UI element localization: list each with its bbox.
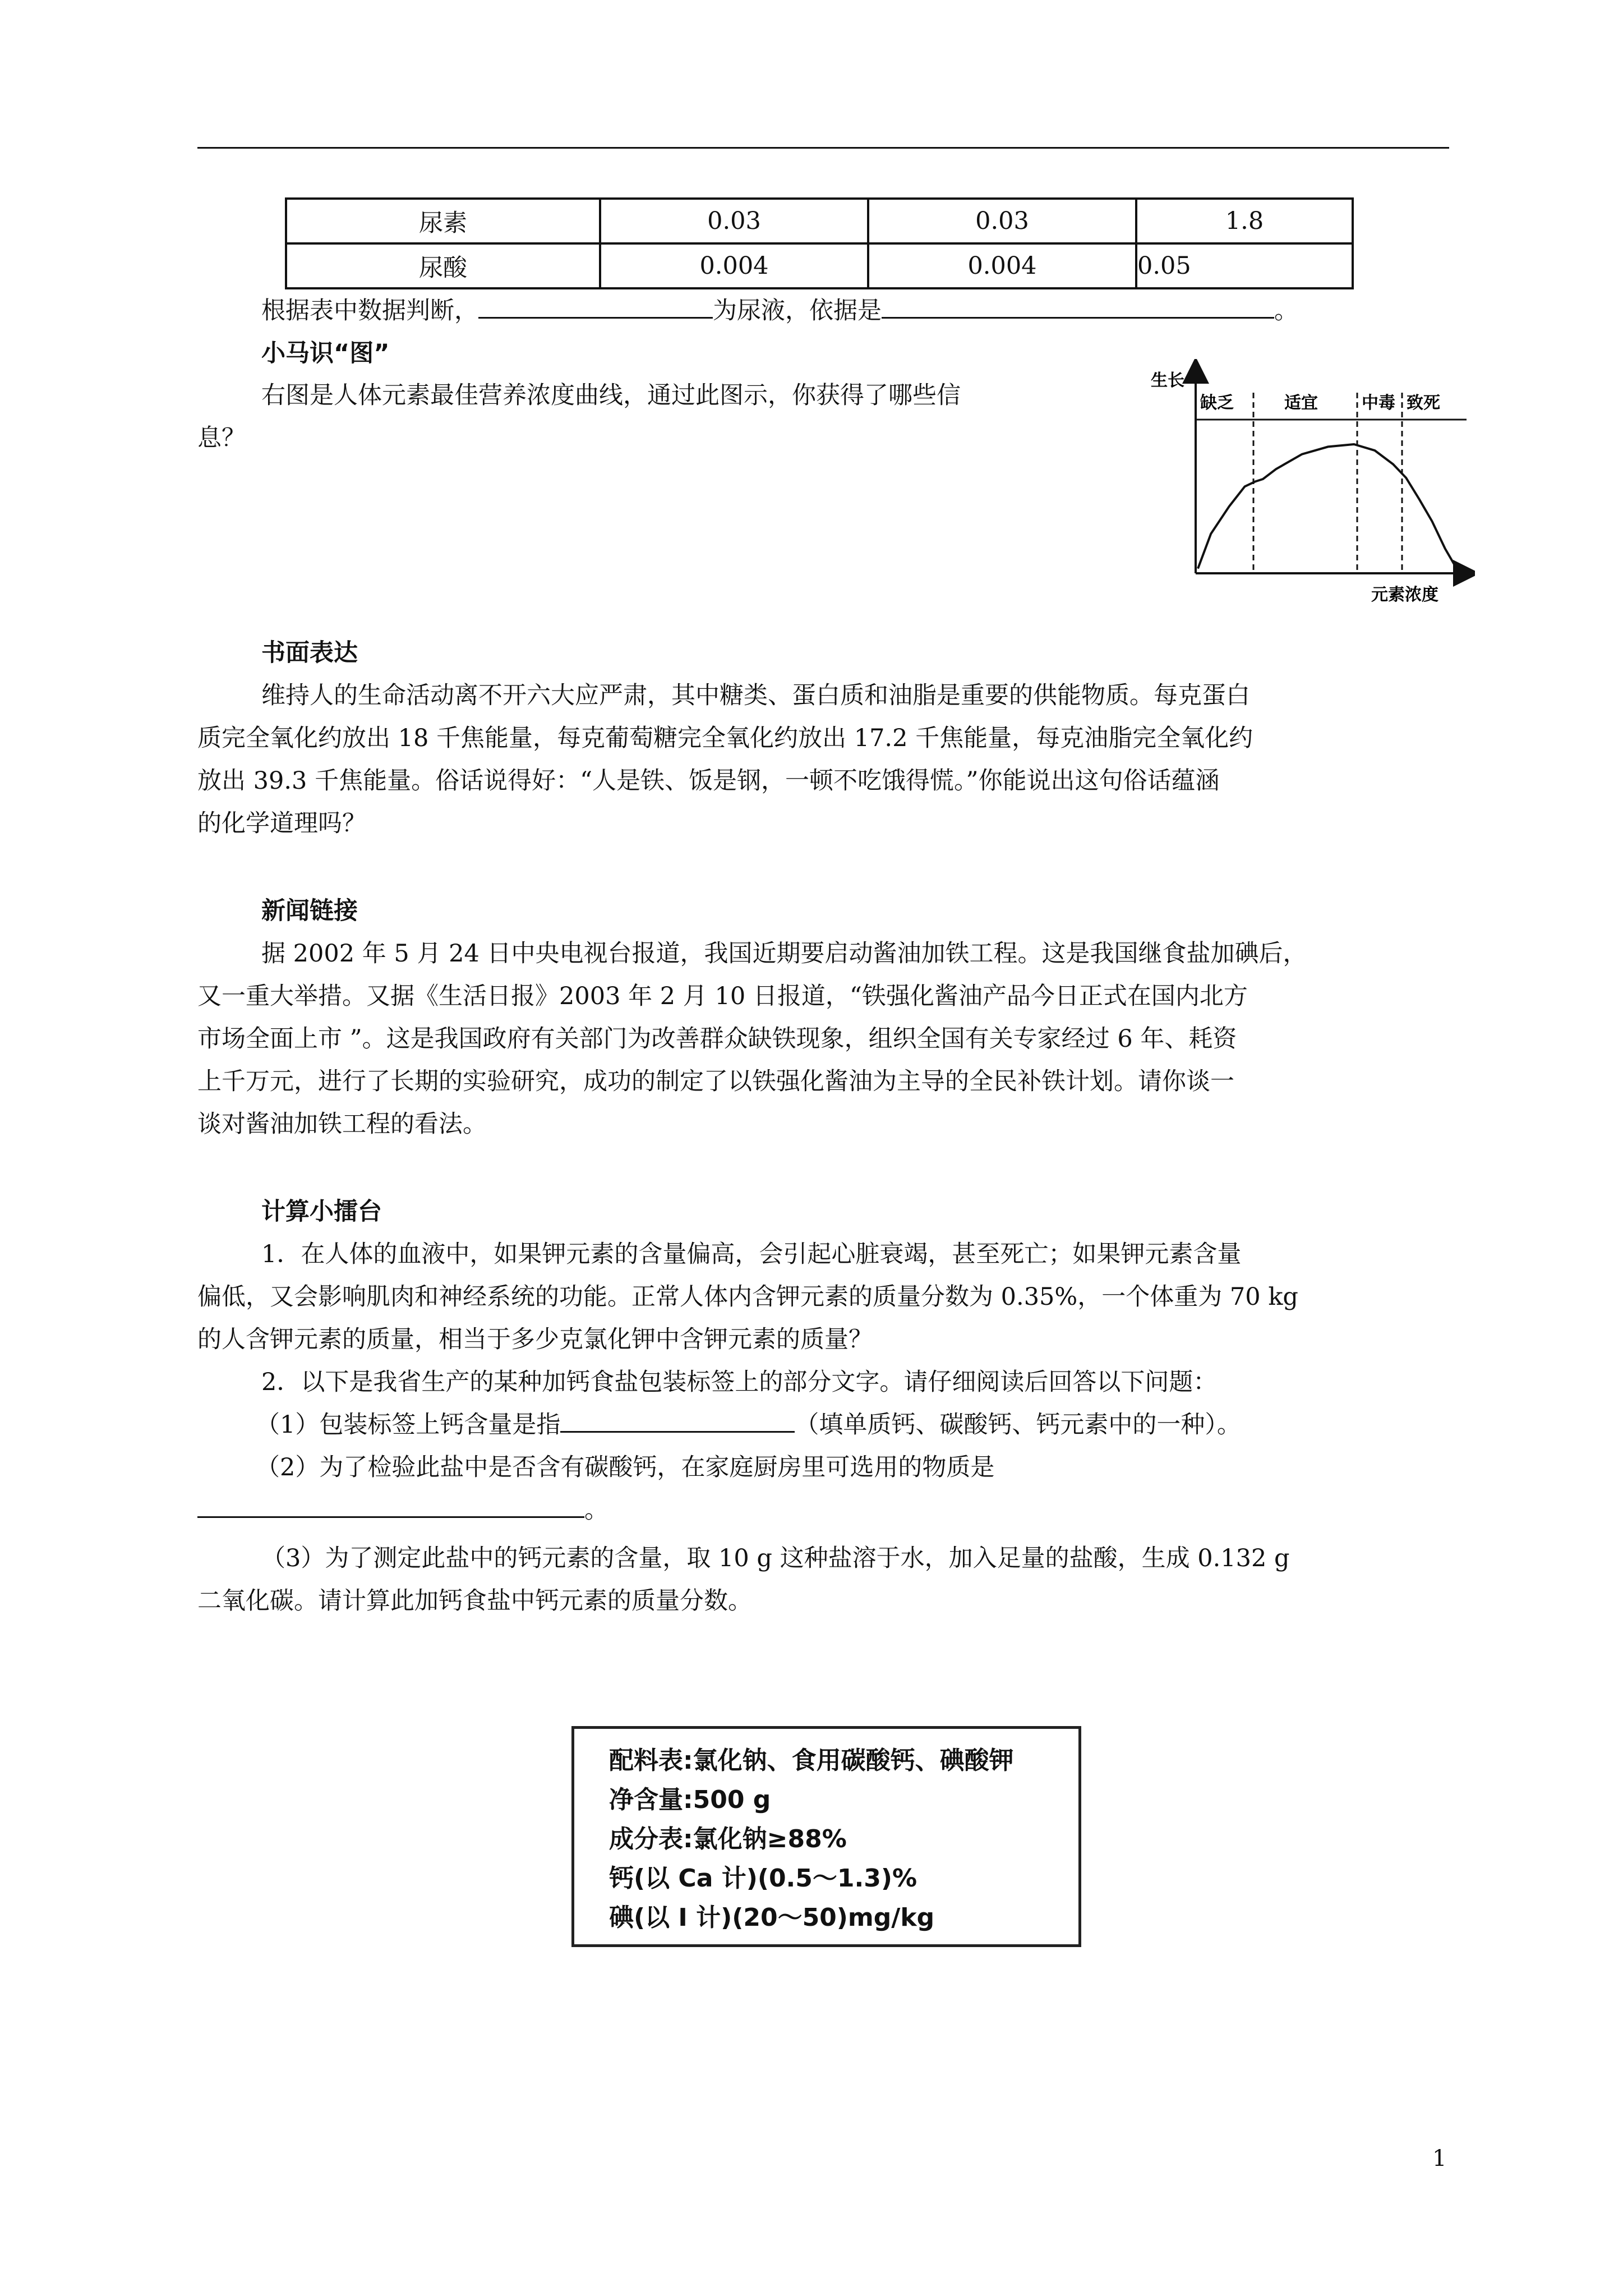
paragraph-line: （3）为了测定此盐中的钙元素的含量，取 10 g 这种盐溶于水，加入足量的盐酸，生成 0.132 g xyxy=(261,1544,1290,1572)
zone-label: 缺乏 xyxy=(1200,393,1234,413)
page-number: 1 xyxy=(1432,2146,1447,2171)
table-cell: 0.03 xyxy=(600,199,868,243)
answer-blank[interactable] xyxy=(197,1488,584,1518)
section-title: 小马识“图” xyxy=(261,339,390,367)
question-line xyxy=(197,1488,608,1532)
table-row xyxy=(286,243,1353,288)
paragraph-line: 右图是人体元素最佳营养浓度曲线，通过此图示，你获得了哪些信 xyxy=(261,381,961,409)
question-text: 根据表中数据判断， xyxy=(261,297,478,325)
header-rule xyxy=(197,147,1449,149)
urine-data-table xyxy=(285,197,1354,289)
paragraph-line: 的人含钾元素的质量，相当于多少克氯化钾中含钾元素的质量？ xyxy=(197,1326,873,1354)
question-line xyxy=(256,1403,1241,1447)
paragraph-line: 放出 39.3 千焦能量。俗话说得好：“人是铁、饭是钢，一顿不吃饿得慌。”你能说出这句俗话蕴涵 xyxy=(197,767,1220,795)
paragraph-line: 据 2002 年 5 月 24 日中央电视台报道，我国近期要启动酱油加铁工程。这是我国继食盐加碘后， xyxy=(261,940,1307,968)
question-text: 。 xyxy=(584,1496,608,1524)
section-title: 计算小擂台 xyxy=(261,1198,382,1226)
question-text: 为尿液，依据是 xyxy=(713,297,882,325)
table-cell: 0.004 xyxy=(868,243,1136,288)
zone-label: 致死 xyxy=(1407,393,1440,413)
question-text: （1）包装标签上钙含量是指 xyxy=(256,1411,561,1439)
zone-label: 中毒 xyxy=(1362,393,1395,413)
table-cell: 0.05 xyxy=(1136,243,1353,288)
table-cell: 尿酸 xyxy=(286,243,600,288)
table-cell: 0.004 xyxy=(600,243,868,288)
label-line: 成分表:氯化钠≥88% xyxy=(609,1825,847,1853)
table-cell: 1.8 xyxy=(1136,199,1353,243)
paragraph-line: 又一重大举措。又据《生活日报》2003 年 2 月 10 日报道，“铁强化酱油产品今日正式在国内北方 xyxy=(197,982,1248,1010)
section-title: 新闻链接 xyxy=(261,897,358,925)
section-title: 书面表达 xyxy=(261,639,358,667)
paragraph-line: 息？ xyxy=(197,424,246,452)
paragraph-line: 2．以下是我省生产的某种加钙食盐包装标签上的部分文字。请仔细阅读后回答以下问题： xyxy=(261,1368,1218,1396)
answer-blank[interactable] xyxy=(478,289,713,319)
paragraph-line: 质完全氧化约放出 18 千焦能量，每克葡萄糖完全氧化约放出 17.2 千焦能量，每克油脂完全氧化约 xyxy=(197,724,1253,752)
label-line: 钙(以 Ca 计)(0.5～1.3)% xyxy=(609,1864,917,1893)
urine-question xyxy=(261,289,1298,333)
question-text: 。 xyxy=(1274,297,1298,325)
paragraph-line: 的化学道理吗？ xyxy=(197,809,366,838)
zone-label: 适宜 xyxy=(1284,393,1318,413)
question-text: （填单质钙、碳酸钙、钙元素中的一种）。 xyxy=(795,1411,1241,1439)
answer-blank[interactable] xyxy=(560,1403,795,1433)
x-axis-label: 元素浓度 xyxy=(1371,585,1438,605)
label-line: 碘(以 I 计)(20～50)mg/kg xyxy=(609,1903,935,1932)
paragraph-line: 二氧化碳。请计算此加钙食盐中钙元素的质量分数。 xyxy=(197,1587,752,1615)
paragraph-line: 维持人的生命活动离不开六大应严肃，其中糖类、蛋白质和油脂是重要的供能物质。每克蛋白 xyxy=(261,682,1250,710)
nutrient-concentration-chart xyxy=(1144,359,1475,606)
paragraph-line: 市场全面上市 ”。这是我国政府有关部门为改善群众缺铁现象，组织全国有关专家经过 6 年、耗资 xyxy=(197,1025,1237,1053)
answer-blank[interactable] xyxy=(882,289,1274,319)
paragraph-line: 上千万元，进行了长期的实验研究，成功的制定了以铁强化酱油为主导的全民补铁计划。请你谈一 xyxy=(197,1068,1234,1096)
paragraph-line: 谈对酱油加铁工程的看法。 xyxy=(197,1110,487,1138)
y-axis-label: 生长 xyxy=(1151,371,1184,390)
paragraph-line: （2）为了检验此盐中是否含有碳酸钙，在家庭厨房里可选用的物质是 xyxy=(256,1453,995,1481)
growth-curve xyxy=(1198,444,1458,571)
table-cell: 0.03 xyxy=(868,199,1136,243)
label-line: 配料表:氯化钠、食用碳酸钙、碘酸钾 xyxy=(609,1746,1014,1775)
paragraph-line: 1．在人体的血液中，如果钾元素的含量偏高，会引起心脏衰竭，甚至死亡；如果钾元素含量 xyxy=(261,1240,1242,1268)
salt-package-label xyxy=(571,1726,1081,1947)
paragraph-line: 偏低，又会影响肌肉和神经系统的功能。正常人体内含钾元素的质量分数为 0.35%，一个体重为 70 kg xyxy=(197,1283,1298,1311)
table-row xyxy=(286,199,1353,243)
table-cell: 尿素 xyxy=(286,199,600,243)
label-line: 净含量:500 g xyxy=(609,1786,771,1814)
